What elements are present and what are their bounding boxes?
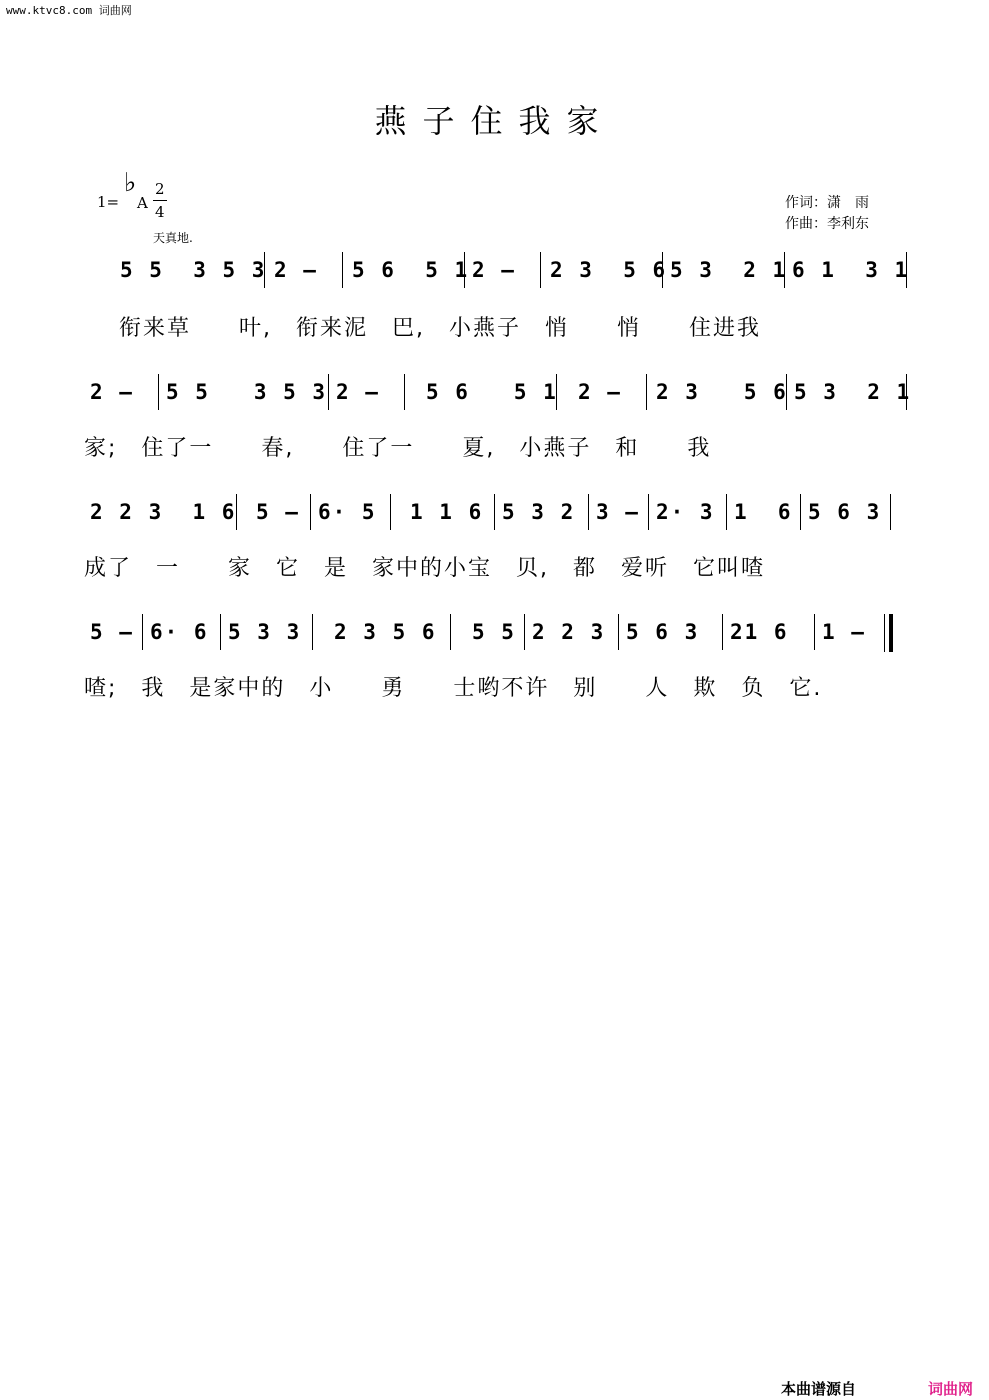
bar-line bbox=[264, 252, 265, 288]
time-signature-divider bbox=[153, 200, 167, 201]
measure: 5 5 3 5 3 bbox=[120, 258, 267, 282]
bar-line bbox=[540, 252, 541, 288]
measure: 2 2 3 1 6 bbox=[90, 500, 237, 524]
lyricist-credit: 作词：潇 雨 bbox=[785, 195, 869, 211]
bar-line bbox=[404, 374, 405, 410]
bar-line bbox=[450, 614, 451, 650]
bar-line bbox=[648, 494, 649, 530]
measure: 21 6 bbox=[730, 620, 789, 644]
measure: 1 1 6 bbox=[410, 500, 484, 524]
key-signature-label: 1= bbox=[97, 193, 120, 211]
measure: 5 3 2 bbox=[502, 500, 576, 524]
measure: 2 – bbox=[336, 380, 380, 404]
flat-sign: ♭ bbox=[124, 168, 137, 198]
measure: 6 1 3 1 bbox=[792, 258, 910, 282]
time-signature-bottom: 4 bbox=[155, 203, 165, 221]
measure: 6· 5 bbox=[318, 500, 377, 524]
measure: 2 3 5 6 bbox=[656, 380, 788, 404]
measure: 2 3 5 6 bbox=[334, 620, 437, 644]
bar-line bbox=[524, 614, 525, 650]
bar-line bbox=[906, 374, 907, 410]
bar-line bbox=[220, 614, 221, 650]
bar-line bbox=[158, 374, 159, 410]
lyrics-line-2: 家; 住了一 春, 住了一 夏, 小燕子 和 我 bbox=[84, 436, 712, 461]
bar-line bbox=[236, 494, 237, 530]
score-row-4 bbox=[0, 620, 989, 660]
measure: 5 6 5 1 bbox=[352, 258, 470, 282]
bar-line bbox=[618, 614, 619, 650]
bar-line bbox=[646, 374, 647, 410]
bar-line bbox=[328, 374, 329, 410]
bar-line bbox=[390, 494, 391, 530]
measure: 2 – bbox=[90, 380, 134, 404]
measure: 5 6 3 bbox=[808, 500, 882, 524]
measure: 5 3 3 bbox=[228, 620, 302, 644]
measure: 5 5 bbox=[472, 620, 516, 644]
score-row-2 bbox=[0, 380, 989, 420]
bar-line bbox=[494, 494, 495, 530]
score-row-3 bbox=[0, 500, 989, 540]
measure: 5 – bbox=[256, 500, 300, 524]
bar-line bbox=[342, 252, 343, 288]
measure: 2 – bbox=[274, 258, 318, 282]
lyrics-line-4: 喳; 我 是家中的 小 勇 士哟不许 别 人 欺 负 它. bbox=[84, 676, 823, 701]
key-letter: A bbox=[137, 194, 148, 212]
measure: 2 – bbox=[472, 258, 516, 282]
bar-line bbox=[464, 252, 465, 288]
measure: 2 3 5 6 bbox=[550, 258, 668, 282]
measure: 5 3 2 1 bbox=[670, 258, 788, 282]
measure: 5 – bbox=[90, 620, 134, 644]
composer-credit: 作曲：李利东 bbox=[785, 216, 869, 232]
measure: 1 6 bbox=[734, 500, 793, 524]
measure: 2 2 3 bbox=[532, 620, 606, 644]
site-watermark: www.ktvc8.com 词曲网 bbox=[6, 4, 132, 17]
bar-line bbox=[588, 494, 589, 530]
bar-line bbox=[662, 252, 663, 288]
bar-line bbox=[142, 614, 143, 650]
measure: 5 6 3 bbox=[626, 620, 700, 644]
bar-line bbox=[786, 374, 787, 410]
source-note: 本曲谱源自 bbox=[781, 1380, 857, 1398]
bar-line bbox=[312, 614, 313, 650]
bar-line bbox=[814, 614, 815, 650]
measure: 3 – bbox=[596, 500, 640, 524]
measure: 2 – bbox=[578, 380, 622, 404]
final-bar-thick bbox=[889, 614, 893, 652]
bar-line bbox=[890, 494, 891, 530]
score-row-1 bbox=[0, 258, 989, 298]
measure: 5 6 5 1 bbox=[426, 380, 558, 404]
bar-line bbox=[556, 374, 557, 410]
lyrics-line-1: 衔来草 叶, 衔来泥 巴, 小燕子 悄 悄 住进我 bbox=[110, 316, 761, 341]
lyrics-line-3: 成了 一 家 它 是 家中的小宝 贝, 都 爱听 它叫喳 bbox=[84, 556, 765, 581]
measure: 5 3 2 1 bbox=[794, 380, 912, 404]
bar-line bbox=[726, 494, 727, 530]
measure: 5 5 3 5 3 bbox=[166, 380, 328, 404]
measure: 2· 3 bbox=[656, 500, 715, 524]
bar-line bbox=[784, 252, 785, 288]
time-signature-top: 2 bbox=[155, 180, 165, 198]
final-bar-thin bbox=[884, 614, 885, 652]
bar-line bbox=[800, 494, 801, 530]
bar-line bbox=[310, 494, 311, 530]
bar-line bbox=[722, 614, 723, 650]
site-logo[interactable]: 词曲网 bbox=[928, 1380, 974, 1398]
song-title: 燕子住我家 bbox=[374, 102, 615, 140]
measure: 1 – bbox=[822, 620, 866, 644]
tempo-marking: 天真地. bbox=[153, 231, 193, 245]
measure: 6· 6 bbox=[150, 620, 209, 644]
bar-line bbox=[906, 252, 907, 288]
